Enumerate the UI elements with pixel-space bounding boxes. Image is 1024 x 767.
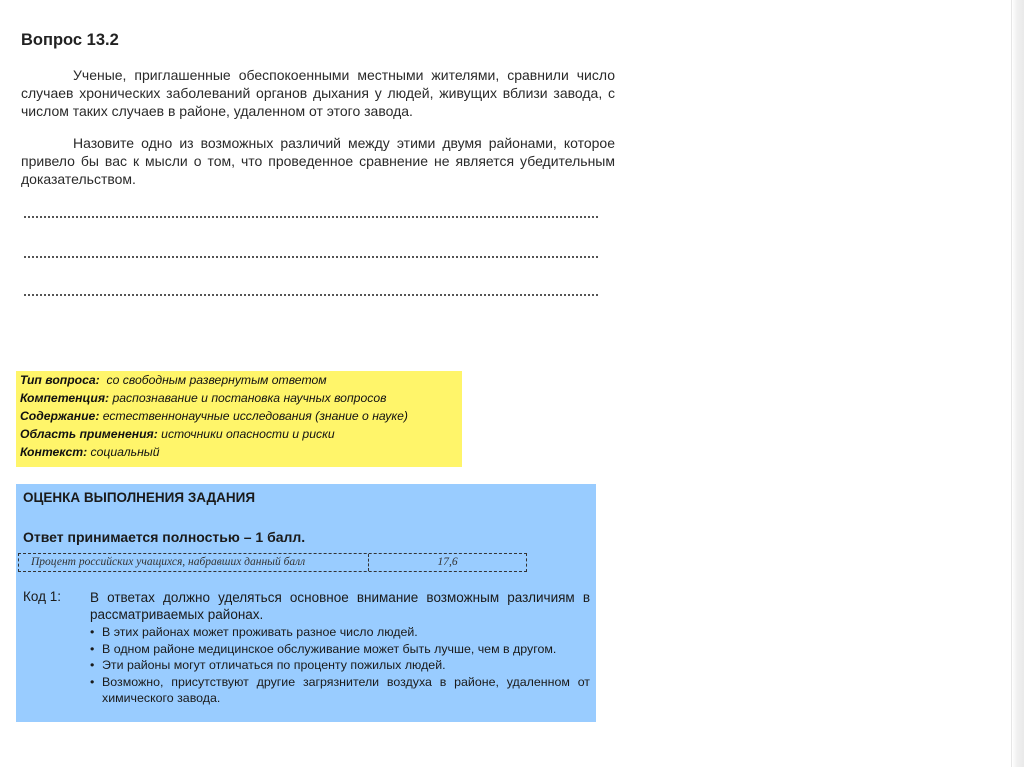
evaluation-heading: ОЦЕНКА ВЫПОЛНЕНИЯ ЗАДАНИЯ <box>23 490 256 505</box>
meta-type-value: со свободным развернутым ответом <box>106 373 327 387</box>
question-meta-box <box>16 371 462 467</box>
meta-area-value: источники опасности и риски <box>161 427 335 441</box>
answer-line-2[interactable] <box>24 256 598 258</box>
percent-label: Процент российских учащихся, набравших данный балл <box>19 554 369 571</box>
meta-type <box>20 371 327 389</box>
evaluation-box <box>16 484 596 722</box>
full-credit-label: Ответ принимается полностью – 1 балл. <box>23 529 306 545</box>
meta-content-label: Содержание: <box>20 409 100 423</box>
meta-context <box>20 443 160 461</box>
list-item: • В этих районах может проживать разное число людей. <box>90 624 590 641</box>
meta-competence <box>20 389 386 407</box>
answer-line-3[interactable] <box>24 294 598 296</box>
question-paragraph-1 <box>21 66 615 120</box>
question-title: Вопрос 13.2 <box>21 31 119 49</box>
list-item: • В одном районе медицинское обслуживание может быть лучше, чем в другом. <box>90 641 590 658</box>
list-item: • Эти районы могут отличаться по проценту пожилых людей. <box>90 657 590 674</box>
meta-area-label: Область применения: <box>20 427 158 441</box>
meta-context-label: Контекст: <box>20 445 88 459</box>
code-label: Код 1: <box>23 589 61 604</box>
answer-line-1[interactable] <box>24 216 598 218</box>
meta-area <box>20 425 335 443</box>
meta-competence-value: распознавание и постановка научных вопросов <box>112 391 387 405</box>
question-paragraph-2-text: Назовите одно из возможных различий между этими двумя районами, которое привело бы вас к мысли о том, что проведенное сравнение не является убедительным доказательством. <box>21 135 615 187</box>
meta-content <box>20 407 408 425</box>
meta-context-value: социальный <box>90 445 160 459</box>
question-paragraph-2 <box>21 134 615 188</box>
example-answers-list <box>90 624 590 707</box>
question-paragraph-1-text: Ученые, приглашенные обеспокоенными местными жителями, сравнили число случаев хронических заболеваний органов дыхания у людей, живущих вблизи завода, с числом таких случаев в районе, удаленном от этого завода. <box>21 67 615 119</box>
page-edge-shadow <box>1011 0 1024 767</box>
code-description: В ответах должно уделяться основное внимание возможным различиям в рассматриваемых районах. <box>90 590 590 622</box>
meta-type-label: Тип вопроса: <box>20 373 100 387</box>
list-item: • Возможно, присутствуют другие загрязнители воздуха в районе, удаленном от химического завода. <box>90 674 590 707</box>
percent-table <box>18 553 527 572</box>
meta-content-value: естественнонаучные исследования (знание о науке) <box>102 409 408 423</box>
percent-value: 17,6 <box>437 556 458 568</box>
meta-competence-label: Компетенция: <box>20 391 110 405</box>
